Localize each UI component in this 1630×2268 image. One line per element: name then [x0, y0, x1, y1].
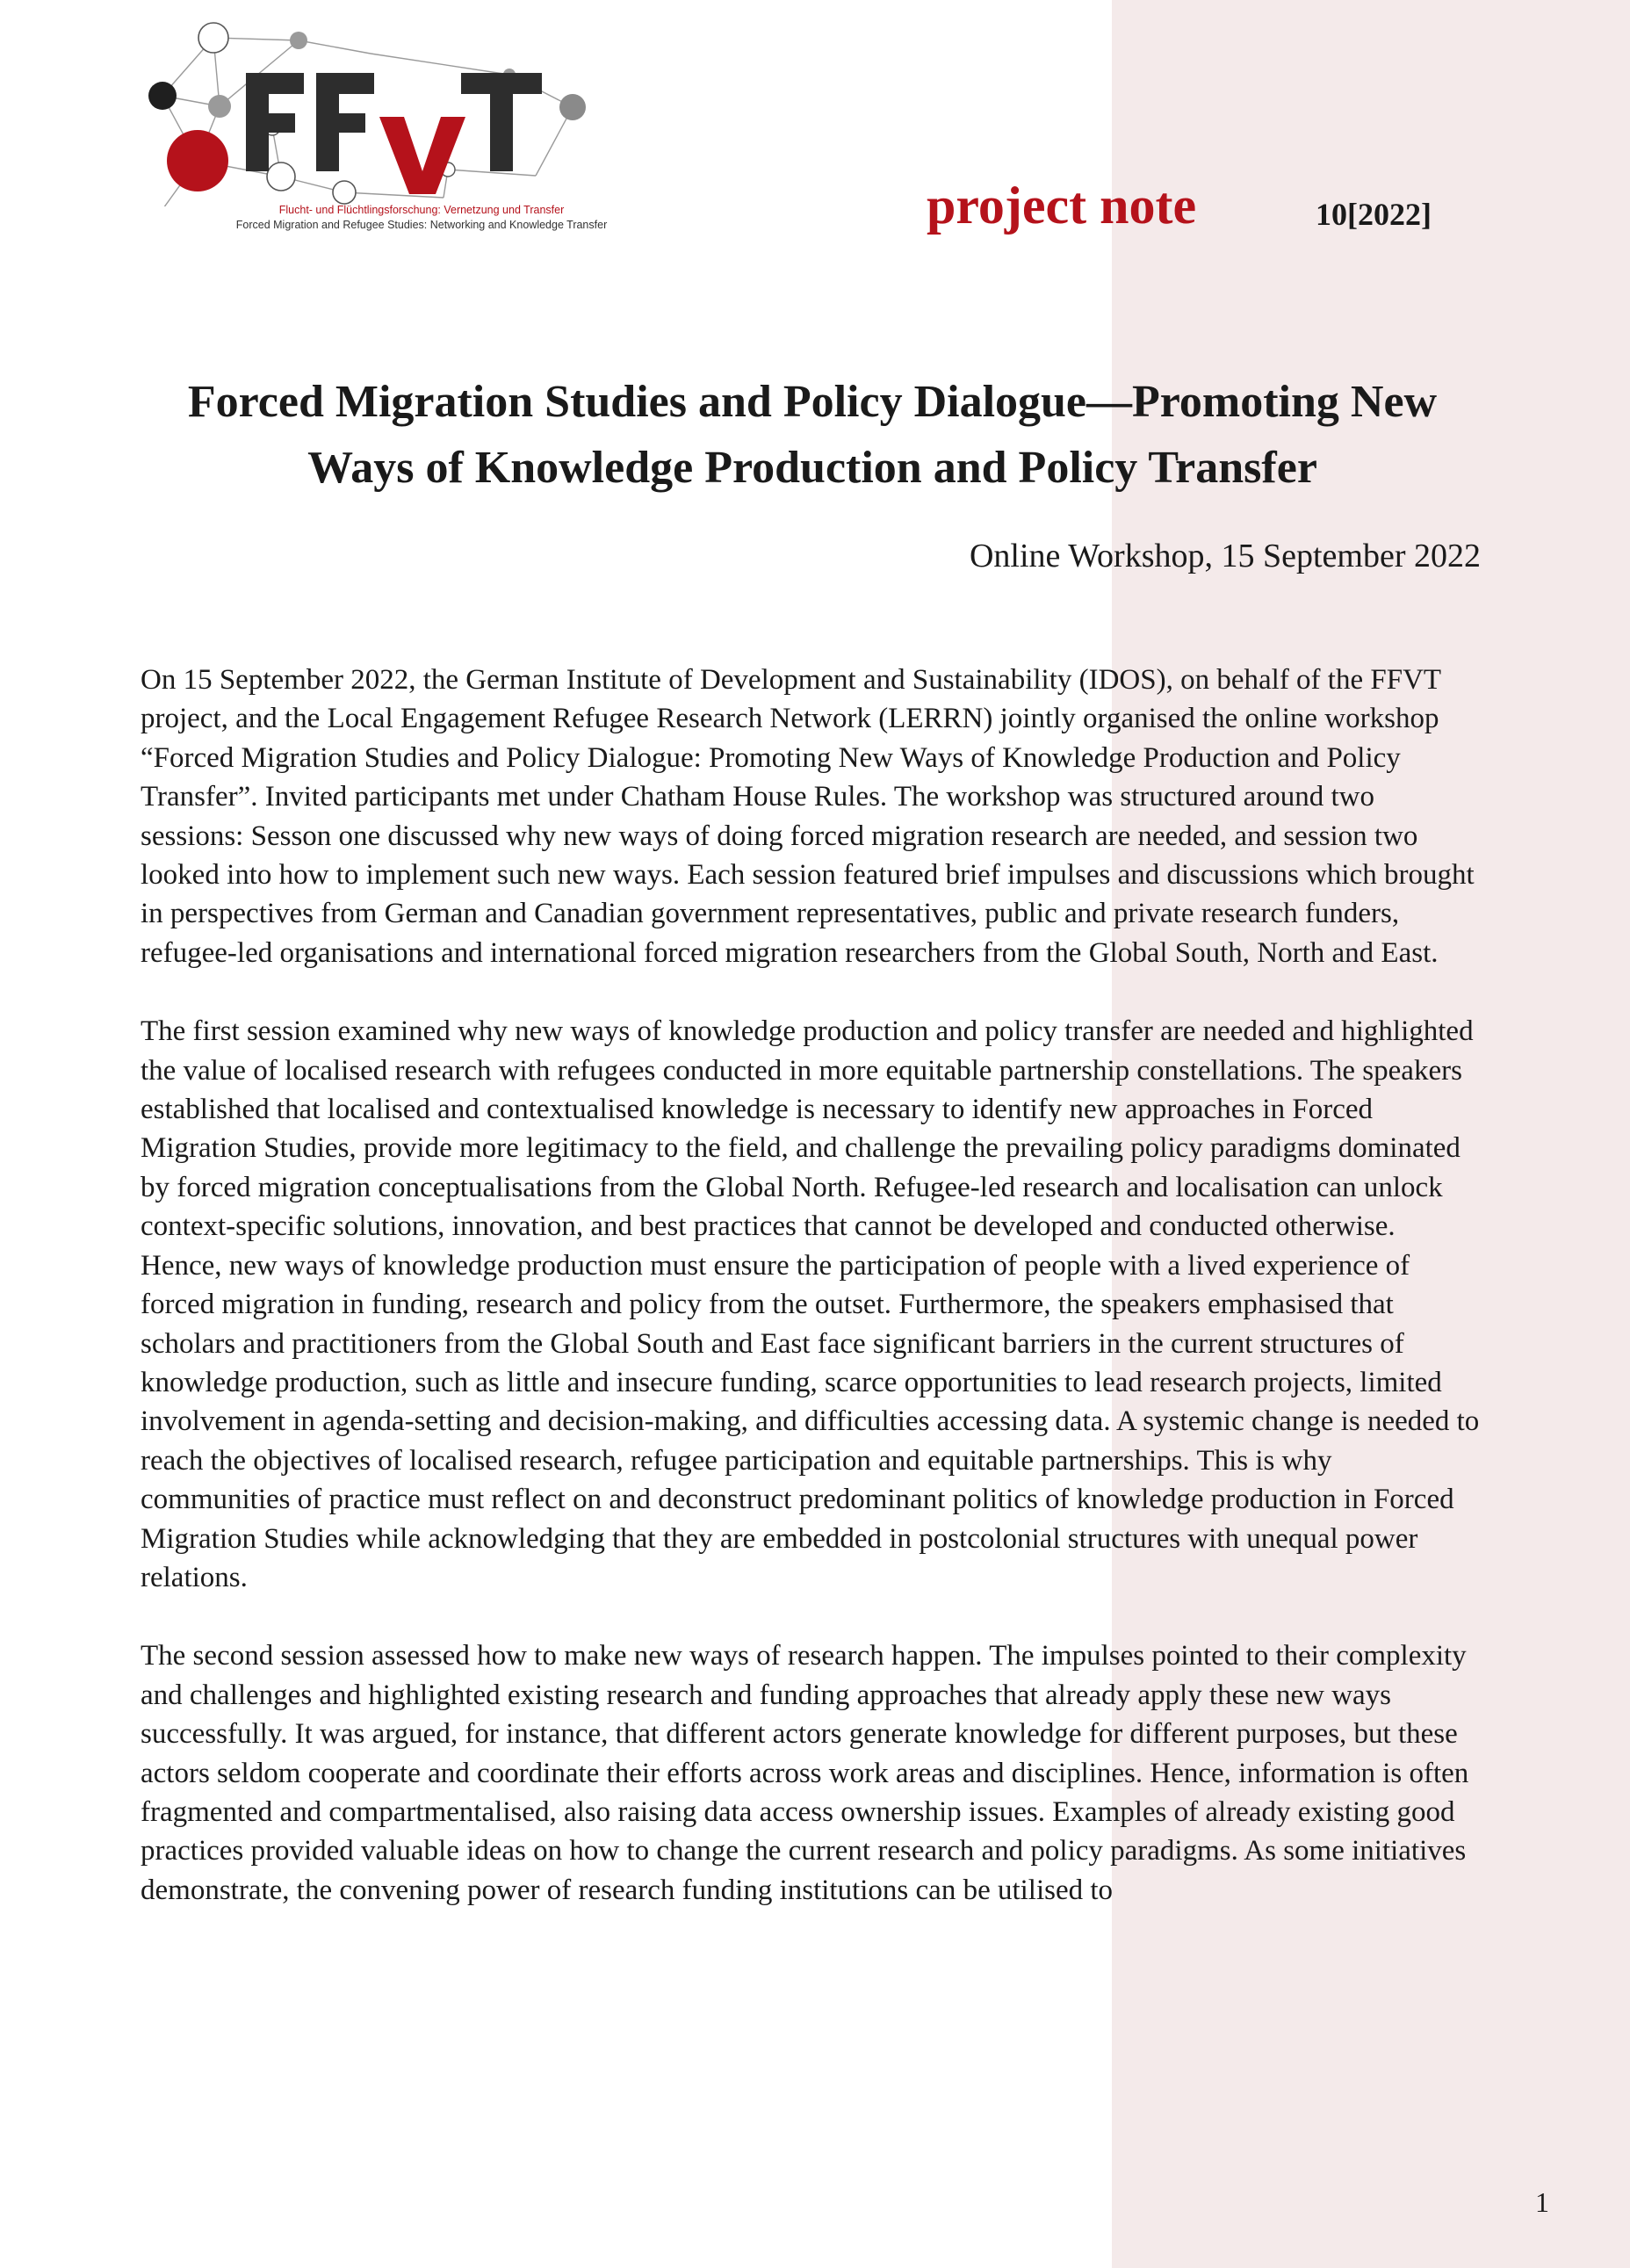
document-subtitle: Online Workshop, 15 September 2022 [969, 538, 1481, 574]
page-number: 1 [1535, 2186, 1549, 2218]
series-label: project note [927, 177, 1197, 235]
paragraph: The first session examined why new ways of knowledge production and policy transfer are needed and highlighted the value of localised research with refugees conducted in more equitable partnership constellations. The speakers established that localised and contextualised knowledge is necessary to identify new approaches in Forced Migration Studies, provide more legitimacy to the field, and challenge the prevailing policy paradigms dominated by forced migration conceptualisations from the Global North. Refugee-led research and localisation can unlock context-specific solutions, innovation, and best practices that cannot be developed and conducted otherwise. Hence, new ways of knowledge production must ensure the participation of people with a lived experience of forced migration in funding, research and policy from the outset. Furthermore, the speakers emphasised that scholars and practitioners from the Global South and East face significant barriers in the current structures of knowledge production, such as little and insecure funding, scarce opportunities to lead research projects, limited involvement in agenda-setting and decision-making, and difficulties accessing data. A systemic change is needed to reach the objectives of localised research, refugee participation and equitable partnerships. This is why communities of practice must reflect on and deconstruct predominant politics of knowledge production in Forced Migration Studies while acknowledging that they are embedded in postcolonial structures with unequal power relations. [141, 1015, 1480, 1593]
issue-number: 10[2022] [1316, 197, 1432, 232]
logo-tagline-english: Forced Migration and Refugee Studies: Networking and Knowledge Transfer [235, 219, 608, 231]
paragraph: The second session assessed how to make new ways of research happen. The impulses pointed to their complexity and challenges and highlighted existing research and funding approaches that already apply these new ways successfully. It was argued, for instance, that different actors generate knowledge for different purposes, but these actors seldom cooperate and coordinate their efforts across work areas and disciplines. Hence, information is often fragmented and compartmentalised, also raising data access ownership issues. Examples of already existing good practices provided valuable ideas on how to change the current research and policy paradigms. As some initiatives demonstrate, the convening power of research funding institutions can be utilised to [141, 1640, 1469, 1906]
body-text [141, 661, 1481, 1949]
logo-tagline-german: Flucht- und Flüchtlingsforschung: Vernetzung und Transfer [278, 204, 565, 216]
document-title: Forced Migration Studies and Policy Dialogue—Promoting New Ways of Knowledge Production and Policy Transfer [187, 377, 1438, 493]
v-letter-icon [379, 117, 465, 194]
network-logo-icon [141, 22, 632, 206]
paragraph: On 15 September 2022, the German Institute of Development and Sustainability (IDOS), on behalf of the FFVT project, and the Local Engagement Refugee Research Network (LERRN) jointly organised the online workshop “Forced Migration Studies and Policy Dialogue: Promoting New Ways of Knowledge Production and Policy Transfer”. Invited participants met under Chatham House Rules. The workshop was structured around two sessions: Sesson one discussed why new ways of doing forced migration research are needed, and session two looked into how to implement such new ways. Each session featured brief impulses and discussions which brought in perspectives from German and Canadian government representatives, public and private research funders, refugee-led organisations and international forced migration researchers from the Global South, North and East. [141, 664, 1475, 969]
ffvt-logo [141, 22, 632, 250]
